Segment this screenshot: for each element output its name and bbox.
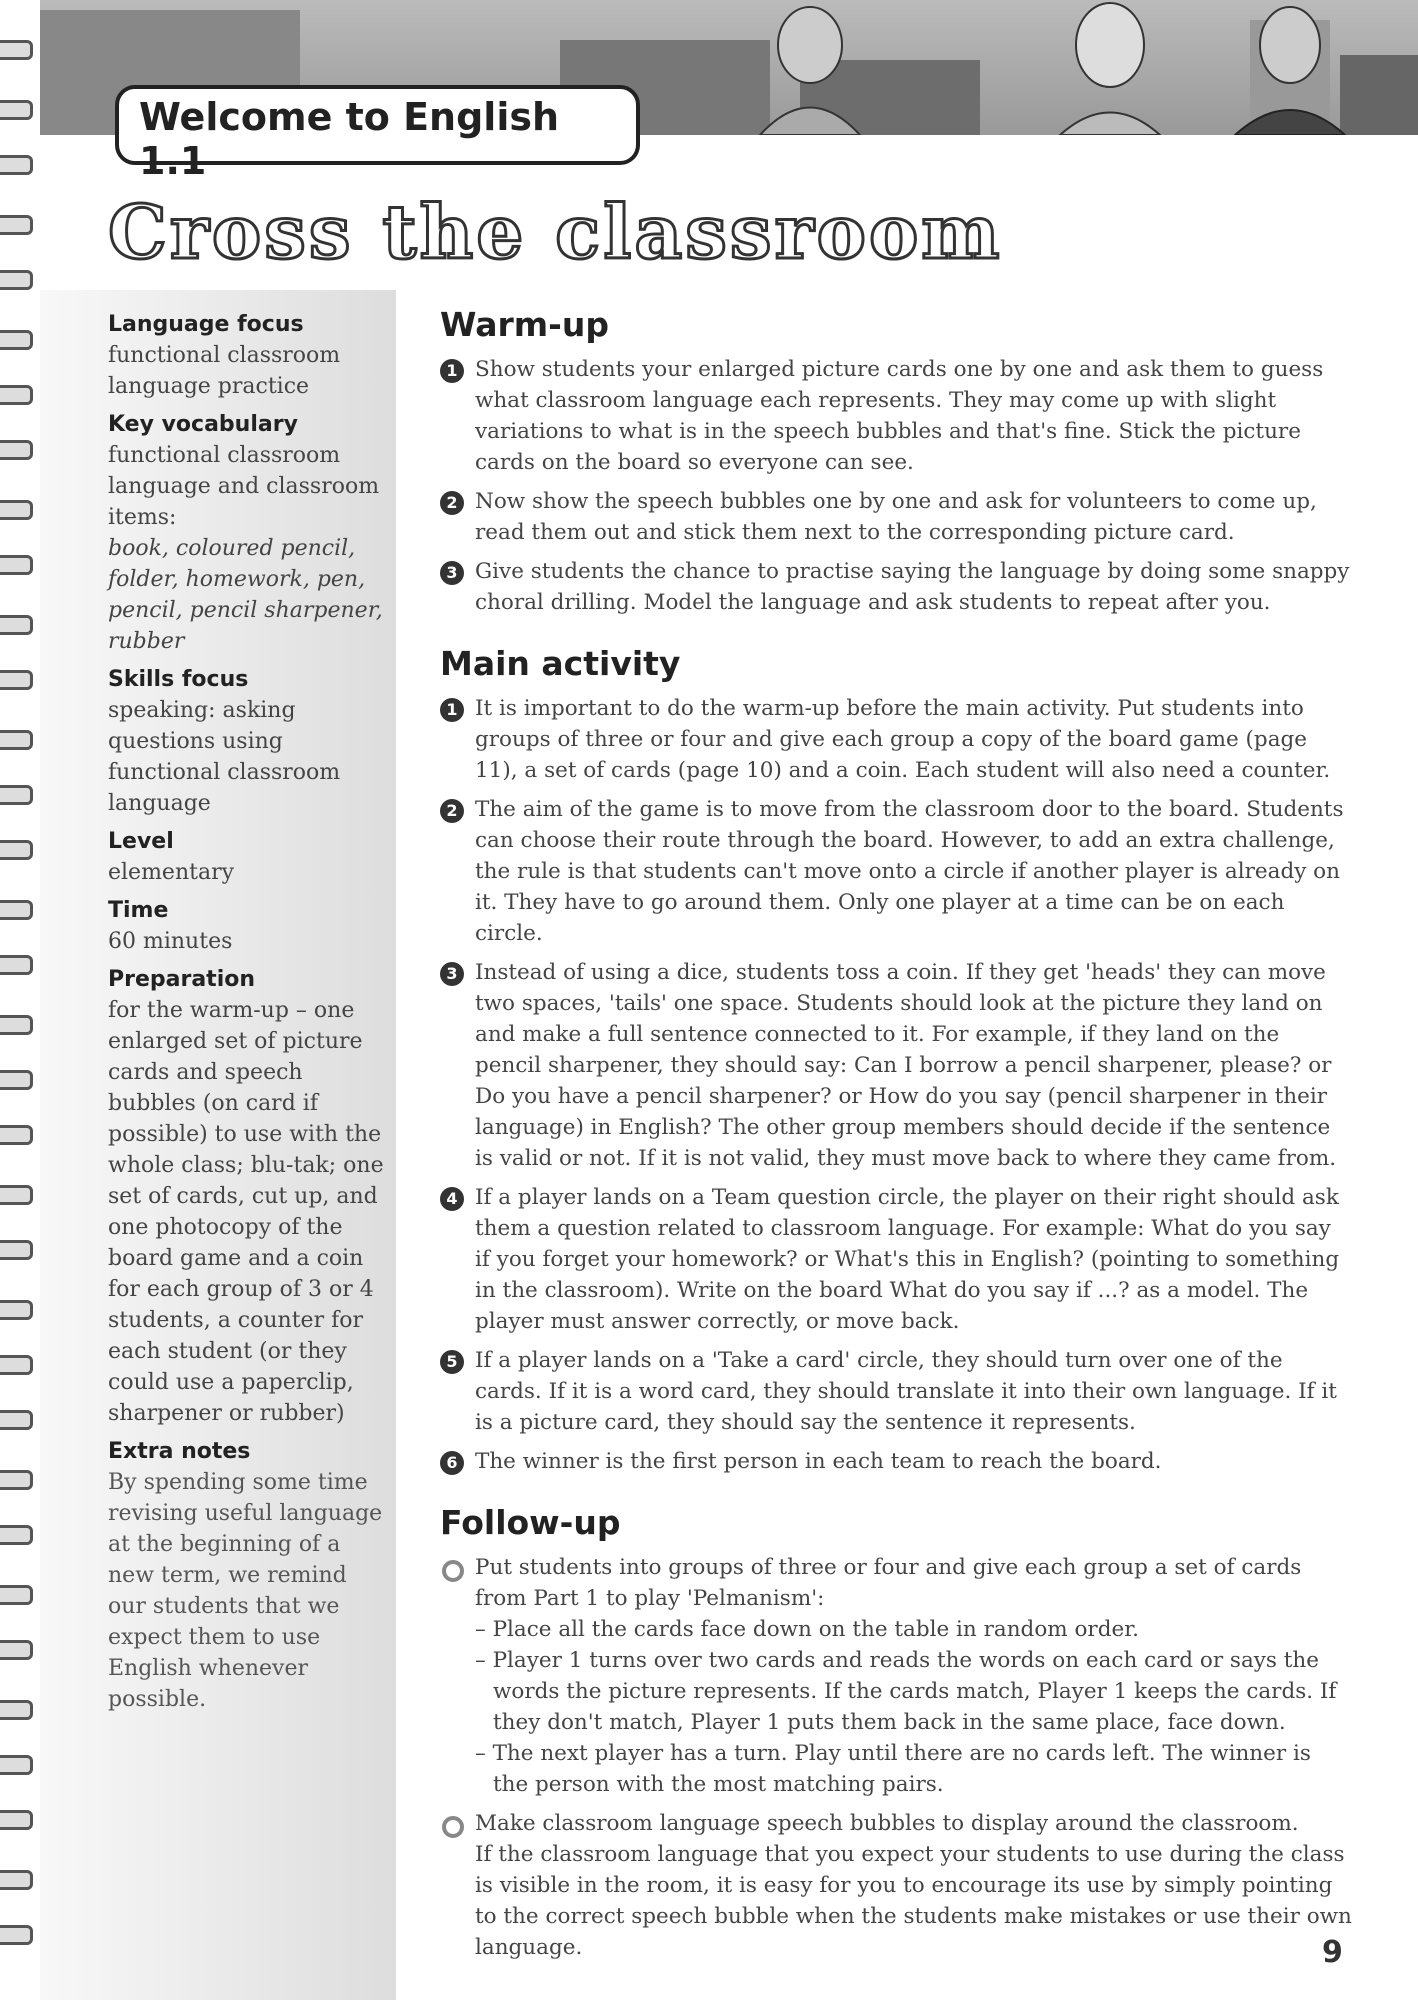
- number-5-icon: 5: [440, 1350, 464, 1374]
- number-2-icon: 2: [440, 799, 464, 823]
- main-activity-heading: Main activity: [440, 644, 681, 683]
- skills-focus-text: speaking: asking questions using functional classroom language: [108, 698, 341, 816]
- warmup-section: [440, 305, 1352, 618]
- main-content: [440, 305, 1352, 1989]
- list-item: Put students into groups of three or four and give each group a set of cards from Part 1 to play 'Pelmanism': – Place all the cards face down on the table in random order. – Player 1 turns over two cards and reads the words on each card or says the words the picture represents. If the cards match, Player 1 keeps the cards. If they don't match, Player 1 puts them back in the same place, face down. – The next player has a turn. Play until there are no cards left. The winner is the person with the most matching pairs.: [440, 1552, 1352, 1800]
- level-text: elementary: [108, 860, 235, 885]
- student-figure-icon: [740, 0, 880, 135]
- student-figure-icon: [1220, 0, 1360, 135]
- list-item: Make classroom language speech bubbles to display around the classroom. If the classroom language that you expect your students to use during the class is visible in the room, it is easy for you to encourage its use by simply pointing to the correct speech bubble when the students make mistakes or use their own language.: [440, 1808, 1352, 1963]
- key-vocab-text: functional classroom language and classroom items:: [108, 443, 380, 530]
- level-label: Level: [108, 829, 174, 854]
- circle-bullet-icon: [442, 1560, 464, 1582]
- number-3-icon: 3: [440, 561, 464, 585]
- page-title: Cross the classroom: [108, 190, 1003, 276]
- number-1-icon: 1: [440, 698, 464, 722]
- main-activity-section: [440, 644, 1352, 1477]
- language-focus-label: Language focus: [108, 312, 304, 337]
- preparation-label: Preparation: [108, 967, 256, 992]
- number-2-icon: 2: [440, 491, 464, 515]
- student-figure-icon: [1030, 0, 1190, 135]
- key-vocab-label: Key vocabulary: [108, 412, 298, 437]
- extra-notes-text: By spending some time revising useful language at the beginning of a new term, we remind our students that we expect them to use English whenever possible.: [108, 1470, 383, 1712]
- list-item: 4 If a player lands on a Team question circle, the player on their right should ask them a question related to classroom language. For example: What do you say if you forget your homework? or What's this in English? (pointing to something in the classroom). Write on the board What do you say if ...? as a model. The player must answer correctly, or move back.: [440, 1182, 1352, 1337]
- unit-tab: [115, 85, 640, 183]
- time-text: 60 minutes: [108, 929, 233, 954]
- sidebar: [108, 310, 388, 1723]
- preparation-text: for the warm-up – one enlarged set of picture cards and speech bubbles (on card if possible) to use with the whole class; blu-tak; one set of cards, cut up, and one photocopy of the board game and a coin for each group of 3 or 4 students, a counter for each student (or they could use a paperclip, sharpener or rubber): [108, 998, 384, 1426]
- unit-title: Welcome to English 1.1: [139, 95, 560, 183]
- list-item: 3 Instead of using a dice, students toss a coin. If they get 'heads' they can move two spaces, 'tails' one space. Students should look at the picture they land on and make a full sentence connected to it. For example, if they land on the pencil sharpener, they should say: Can I borrow a pencil sharpener, please? or Do you have a pencil sharpener? or How do you say (pencil sharpener in their language) in English? The other group members should decide if the sentence is valid or not. If it is not valid, they must move back to where they came from.: [440, 957, 1352, 1174]
- page-number: 9: [1322, 1935, 1343, 1970]
- list-item: 5 If a player lands on a 'Take a card' circle, they should turn over one of the cards. If it is a word card, they should translate it into their own language. If it is a picture card, they should say the sentence it represents.: [440, 1345, 1352, 1438]
- warmup-heading: Warm-up: [440, 305, 609, 344]
- language-focus-text: functional classroom language practice: [108, 343, 341, 399]
- followup-section: [440, 1503, 1352, 1963]
- list-item: 2 Now show the speech bubbles one by one and ask for volunteers to come up, read them out and stick them next to the corresponding picture card.: [440, 486, 1352, 548]
- key-vocab-items: book, coloured pencil, folder, homework, pen, pencil, pencil sharpener, rubber: [108, 536, 383, 654]
- list-item: 6 The winner is the first person in each team to reach the board.: [440, 1446, 1352, 1477]
- list-item: 1 Show students your enlarged picture cards one by one and ask them to guess what classroom language each represents. They may come up with slight variations to what is in the speech bubbles and that's fine. Stick the picture cards on the board so everyone can see.: [440, 354, 1352, 478]
- number-6-icon: 6: [440, 1451, 464, 1475]
- time-label: Time: [108, 898, 169, 923]
- list-item: 3 Give students the chance to practise saying the language by doing some snappy choral drilling. Model the language and ask students to repeat after you.: [440, 556, 1352, 618]
- list-item: 2 The aim of the game is to move from the classroom door to the board. Students can choose their route through the board. However, to add an extra challenge, the rule is that students can't move onto a circle if another player is already on it. They have to go around them. Only one player at a time can be on each circle.: [440, 794, 1352, 949]
- number-4-icon: 4: [440, 1187, 464, 1211]
- skills-focus-label: Skills focus: [108, 667, 249, 692]
- followup-heading: Follow-up: [440, 1503, 621, 1542]
- number-1-icon: 1: [440, 359, 464, 383]
- circle-bullet-icon: [442, 1816, 464, 1838]
- spiral-binding: [0, 0, 40, 2000]
- number-3-icon: 3: [440, 962, 464, 986]
- list-item: 1 It is important to do the warm-up before the main activity. Put students into groups of three or four and give each group a copy of the board game (page 11), a set of cards (page 10) and a coin. Each student will also need a counter.: [440, 693, 1352, 786]
- extra-notes-label: Extra notes: [108, 1439, 251, 1464]
